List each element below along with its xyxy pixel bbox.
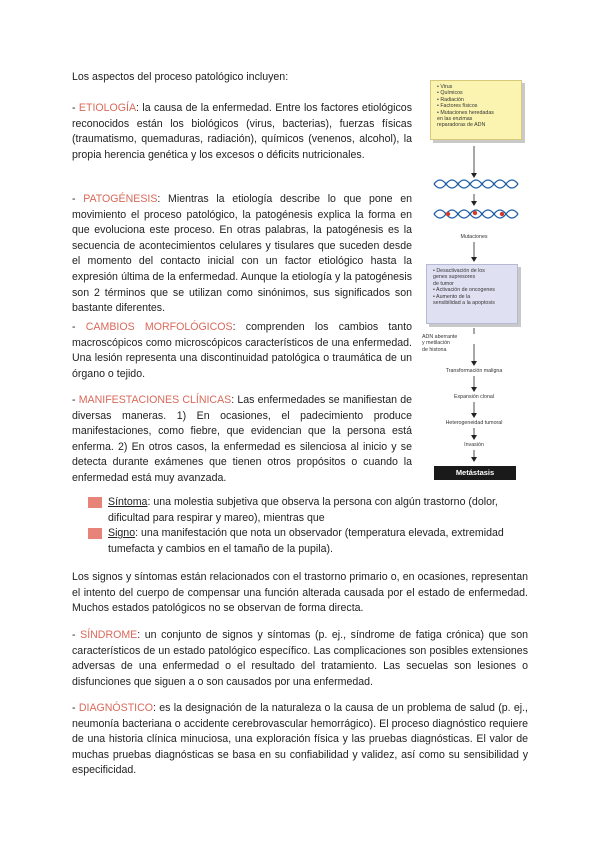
term-diagnostico: DIAGNÓSTICO [78,702,154,714]
cause-item: en las enzimas [437,116,473,123]
text-signo: : una manifestación que nota un observador (temperatura elevada, extremidad tumefacta y cambios en el tamaño de la pupila). [108,527,504,555]
paragraph-cambios: - CAMBIOS MORFOLÓGICOS: comprenden los cambios tanto macroscópicos como microscópicos característicos de una enfermedad. Una lesión representa una discontinuidad patológica o traumática de un órgano o tejido. [72,321,412,380]
list-item-signo [90,526,530,557]
term-patogenesis: PATOGÉNESIS [83,193,158,205]
highlight-mark [88,497,102,508]
label-sintoma: Síntoma [108,496,148,508]
manifestaciones-text: : Las enfermedades se manifiestan de diversas maneras. 1) En ocasiones, el padecimiento produce manifestaciones, como fiebre, que evidencian que la persona está enferma. 2) En otros casos, la enfermedad es silenciosa al inicio y se detecta durante exámenes que tienen otros propósitos o cuando la enfermedad está muy avanzada. [72,394,412,484]
cause-item: • Radiación [437,96,464,103]
mutation-dot [446,212,450,216]
intro-text: Los aspectos del proceso patológico incluyen: [72,71,289,83]
label-invasion: Invasión [464,442,484,448]
paragraph-manifestaciones: - MANIFESTACIONES CLÍNICAS: Las enfermedades se manifiestan de diversas maneras. 1) En ocasiones, el padecimiento produce manifestaciones, como fiebre, que evidencian que la persona está enferma. 2) En otros casos, la enfermedad es silenciosa al inicio y se detecta durante exámenes que tienen otros propósitos o cuando la enfermedad está muy avanzada. [72,394,412,484]
paragraph-sindrome: - SÍNDROME: un conjunto de signos y síntomas (p. ej., síndrome de fatiga crónica) que son característicos de un estado patológico específico. Las complicaciones son posibles extensiones adversas de una enfermedad o el resultado del tratamiento. Las secuelas son lesiones o disfunciones que siguen a o son causados por una enfermedad. [72,629,528,688]
label-heterogeneidad: Heterogeneidad tumoral [445,420,503,426]
cause-item: • Virus [437,84,453,90]
effect-item: • Activación de oncogenes [433,287,495,294]
highlight-mark [88,528,102,539]
arrow-head [471,435,477,440]
cambios-text: : comprenden los cambios tanto macroscópicos como microscópicos característicos de una enfermedad. Una lesión representa una discontinuidad patológica o traumática de un órgano o tejido. [72,321,412,380]
effect-item: • Desactivación de los [433,268,485,274]
label-transformacion: Transformación maligna [445,368,503,374]
cause-item: reparadoras de ADN [437,122,486,129]
label-expansion: Expansión clonal [453,394,495,400]
arrow-head [471,201,477,206]
arrow-head [471,413,477,418]
pathogenesis-figure [420,76,528,486]
arrow-head [471,173,477,178]
patogenesis-text: : Mientras la etiología describe lo que pone en movimiento el proceso patológico, la patogénesis explica la forma en que evoluciona este proceso. En otras palabras, la patogénesis es la secuencia de acontecimientos celulares y tisulares que suceden desde el momento del contacto inicial con un factor etiológico hasta la expresión última de la enfermedad. Aunque la etiología y la patogénesis son 2 términos que se utilizan como sinónimos, sus significados son bastante diferentes. [72,193,412,315]
effect-item: de tumor [433,280,454,287]
adn-line: ADN aberrante [422,334,458,340]
arrow-head [471,457,477,462]
metastasis-box: Metástasis [434,466,516,480]
paragraph-diagnostico: - DIAGNÓSTICO: es la designación de la naturaleza o la causa de un problema de salud (p. ej., neumonía bacteriana o accidente cerebrovascular hemorrágico). El proceso diagnóstico requiere de una historia clínica minuciosa, una exploración física y las pruebas diagnósticas. El valor de muchas pruebas diagnósticas se basa en su confiabilidad y validez, así como su sensibilidad y especificidad. [72,702,528,777]
diagnostico-text: : es la designación de la naturaleza o la causa de un problema de salud (p. ej., neumonía bacteriana o accidente cerebrovascular hemorrágico). El proceso diagnóstico requiere de una historia clínica minuciosa, una exploración física y las pruebas diagnósticas. El valor de muchas pruebas diagnósticas se basa en su confiabilidad y validez, así como su sensibilidad y especificidad. [72,702,528,777]
list-item-sintoma [90,495,530,526]
cause-item: • Mutaciones heredadas [437,109,494,116]
term-sindrome: SÍNDROME [80,629,138,641]
arrow-head [471,257,477,262]
symptom-list [90,495,530,557]
cause-item: • Químicos [437,90,463,97]
effect-item: genes supresores [433,274,476,281]
etiologia-text: : la causa de la enfermedad. Entre los factores etiológicos reconocidos están los biológicos (virus, bacterias), fuerzas físicas (traumatismo, quemaduras, radiación), químicos (venenos, alcohol), la propia herencia genética y los excesos o déficits nutricionales. [72,102,412,161]
mutation-dot [473,211,477,215]
dna-helix-icon [434,180,518,188]
term-manifestaciones: MANIFESTACIONES CLÍNICAS [78,394,232,406]
term-cambios: CAMBIOS MORFOLÓGICOS [85,321,233,333]
effect-item: • Aumento de la [433,293,471,300]
term-etiologia: ETIOLOGÍA [78,102,137,114]
label-adn-aberrante [422,334,457,353]
arrow-head [471,361,477,366]
cause-item: • Factores físicos [437,103,478,110]
adn-line: y metilación [422,340,450,347]
paragraph-etiologia: - ETIOLOGÍA: la causa de la enfermedad. Entre los factores etiológicos reconocidos están los biológicos (virus, bacterias), fuerzas físicas (traumatismo, quemaduras, radiación), químicos (venenos, alcohol), la propia herencia genética y los excesos o déficits nutricionales. [72,102,412,161]
paragraph-patogenesis: - PATOGÉNESIS: Mientras la etiología describe lo que pone en movimiento el proceso patológico, la patogénesis explica la forma en que evoluciona este proceso. En otras palabras, la patogénesis es la secuencia de acontecimientos celulares y tisulares que suceden desde el momento del contacto inicial con un factor etiológico hasta la expresión última de la enfermedad. Aunque la etiología y la patogénesis son 2 términos que se utilizan como sinónimos, sus significados son bastante diferentes. [72,193,412,315]
mutation-dot [500,212,504,216]
paragraph-signos-sintomas: Los signos y síntomas están relacionados con el trastorno primario o, en ocasiones, representan el intento del cuerpo de compensar una función alterada causada por el estado de enfermedad. Muchos estados patológicos no se observan de forma directa. [72,571,528,615]
text-sintoma: : una molestia subjetiva que observa la persona con algún trastorno (dolor, dificultad para respirar y mareo), mientras que [108,496,498,524]
adn-line: de histona [422,346,447,353]
arrow-head [471,387,477,392]
label-signo: Signo [108,527,136,540]
sindrome-text: : un conjunto de signos y síntomas (p. ej., síndrome de fatiga crónica) que son característicos de un estado patológico específico. Las complicaciones son posibles extensiones adversas de una enfermedad o el resultado del tratamiento. Las secuelas son lesiones o disfunciones que siguen a o son causados por una enfermedad. [72,629,528,688]
effects-box [426,264,518,324]
effect-item: sensibilidad a la apoptosis [433,300,495,307]
label-mutaciones: Mutaciones [460,234,488,240]
